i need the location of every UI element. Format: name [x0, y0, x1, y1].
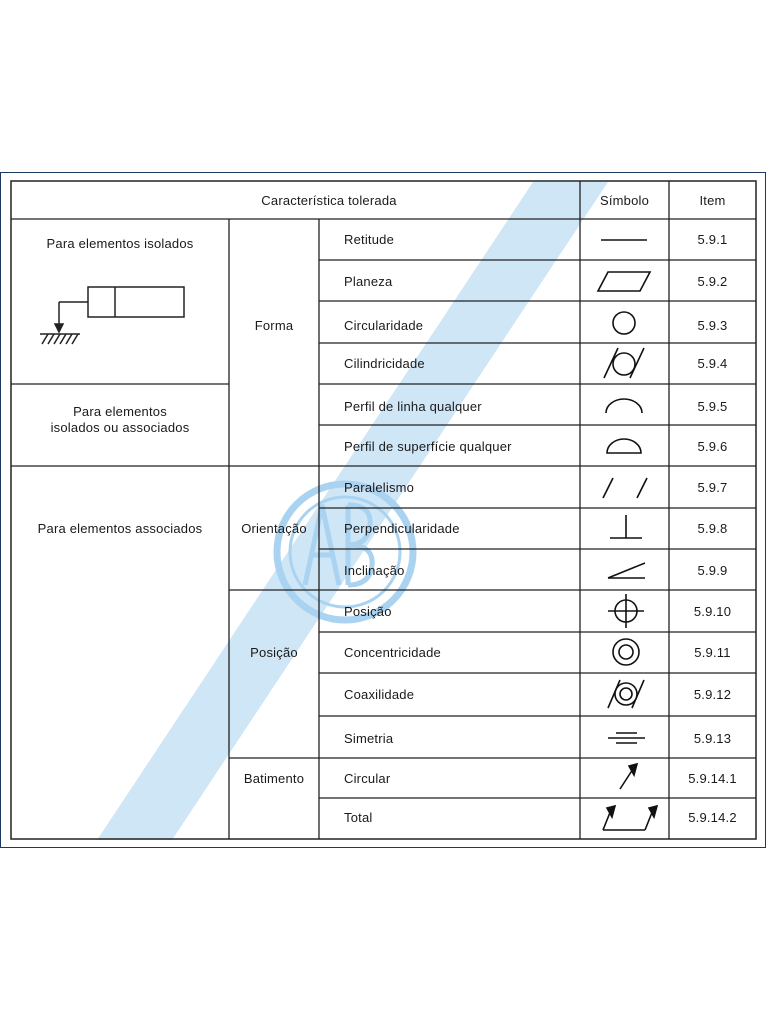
- row-item: 5.9.6: [697, 439, 728, 454]
- category-position: Posição: [250, 645, 298, 660]
- row-item: 5.9.2: [697, 274, 728, 289]
- header-characteristic: Característica tolerada: [261, 193, 397, 208]
- row-name: Total: [344, 810, 373, 825]
- symmetry-icon: [608, 733, 645, 743]
- concentricity-icon: [613, 639, 639, 665]
- row-name: Simetria: [344, 731, 394, 746]
- category-runout: Batimento: [243, 771, 305, 786]
- row-item: 5.9.13: [693, 731, 732, 746]
- row-name: Concentricidade: [344, 645, 441, 660]
- line-profile-icon: [606, 399, 642, 413]
- row-name: Circularidade: [344, 318, 424, 333]
- circularity-icon: [613, 312, 635, 334]
- row-item: 5.9.9: [697, 563, 728, 578]
- coaxiality-icon: [608, 680, 644, 708]
- row-item: 5.9.7: [697, 480, 728, 495]
- flatness-icon: [598, 272, 650, 291]
- parallelism-icon: [603, 478, 647, 498]
- category-orientation: Orientação: [241, 521, 307, 536]
- isolated-element-sketch-icon: [40, 287, 184, 344]
- row-item: 5.9.14.1: [688, 771, 737, 786]
- row-name: Paralelismo: [344, 480, 415, 495]
- header-item: Item: [699, 193, 726, 208]
- row-name: Perfil de linha qualquer: [344, 399, 482, 414]
- circular-runout-icon: [620, 764, 637, 789]
- row-name: Cilindricidade: [344, 356, 425, 371]
- row-name: Circular: [344, 771, 391, 786]
- row-item: 5.9.3: [697, 318, 728, 333]
- row-name: Perfil de superfície qualquer: [344, 439, 512, 454]
- header-symbol: Símbolo: [599, 193, 650, 208]
- group-isolated-or-associated-line2: isolados ou associados: [50, 420, 190, 435]
- group-isolated: Para elementos isolados: [46, 236, 194, 251]
- category-form: Forma: [254, 318, 294, 333]
- row-item: 5.9.14.2: [688, 810, 737, 825]
- group-isolated-or-associated-line1: Para elementos: [73, 404, 167, 419]
- row-name: Planeza: [344, 274, 393, 289]
- perpendicularity-icon: [610, 515, 642, 538]
- row-item: 5.9.5: [697, 399, 728, 414]
- row-item: 5.9.10: [693, 604, 732, 619]
- cylindricity-icon: [604, 348, 644, 378]
- row-item: 5.9.11: [694, 645, 731, 660]
- group-associated: Para elementos associados: [37, 521, 203, 536]
- row-item: 5.9.4: [697, 356, 728, 371]
- row-item: 5.9.8: [697, 521, 728, 536]
- row-name: Coaxilidade: [344, 687, 415, 702]
- row-name: Posição: [344, 604, 392, 619]
- position-icon: [608, 594, 644, 628]
- row-name: Inclinação: [344, 563, 405, 578]
- angularity-icon: [608, 563, 645, 578]
- row-item: 5.9.12: [693, 687, 732, 702]
- row-item: 5.9.1: [697, 232, 728, 247]
- surface-profile-icon: [607, 439, 641, 453]
- row-name: Retitude: [344, 232, 395, 247]
- total-runout-icon: [603, 806, 657, 830]
- row-name: Perpendicularidade: [344, 521, 460, 536]
